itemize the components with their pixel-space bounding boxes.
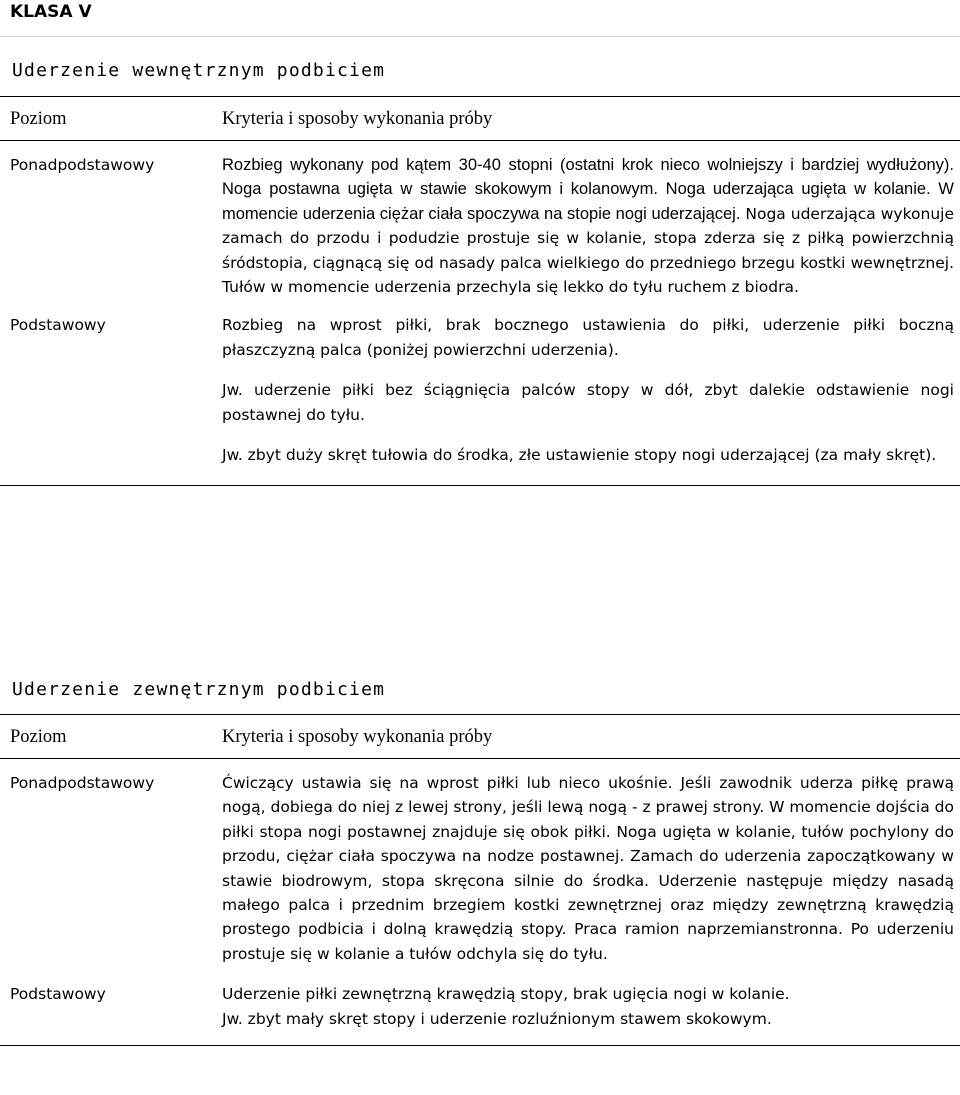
column-header-level: Poziom <box>10 726 67 747</box>
table-row <box>0 153 960 299</box>
section-title-outer-instep: Uderzenie zewnętrznym podbiciem <box>12 679 386 700</box>
criteria-cell <box>222 771 954 966</box>
page-title: KLASA V <box>10 2 92 22</box>
table-body <box>0 141 960 485</box>
column-header-criteria: Kryteria i sposoby wykonania próby <box>222 726 493 747</box>
header-divider <box>0 36 960 37</box>
criteria-text: Uderzenie piłki zewnętrzną krawędzią stopy, brak ugięcia nogi w kolanie. <box>222 985 790 1004</box>
table-row <box>0 771 960 966</box>
criteria-text: Rozbieg na wprost piłki, brak bocznego ustawienia do piłki, uderzenie piłki boczną płaszczyzną palca (poniżej powierzchni uderzenia). <box>222 316 954 359</box>
criteria-text: Rozbieg wykonany pod kątem 30-40 stopni (ostatni krok nieco wolniejszy i bardziej wydłużony). Noga postawna ugięta w stawie skokowym i kolanowym. Noga uderzająca ugięta w kolanie. W momencie uderzenia ciężar ciała spoczywa na stopie nogi uderzającej. <box>222 156 954 223</box>
section-title-inner-instep: Uderzenie wewnętrznym podbiciem <box>12 60 386 81</box>
criteria-table-inner-instep <box>0 96 960 486</box>
criteria-text: Ćwiczący ustawia się na wprost piłki lub nieco ukośnie. Jeśli zawodnik uderza piłkę prawą nogą, dobiega do niej z lewej strony, jeśli lewą nogą - z prawej strony. W momencie dojścia do piłki stopa nogi postawnej znajduje się obok piłki. Noga ugięta w kolanie, tułów pochylony do przodu, ciężar ciała spoczywa na nodze postawnej. Zamach do uderzenia zapoczątkowany w stawie biodrowym, stopa skręcona silnie do środka. Uderzenie następuje między nasadą małego palca i przednim brzegiem kostki zewnętrznej oraz między zewnętrzną krawędzią prostego podbicia i dolną krawędzią stopy. Praca ramion naprzemianstronna. Po uderzeniu prostuje się w kolanie a tułów odchyla się do tyłu. <box>222 774 954 963</box>
criteria-cell <box>222 153 954 299</box>
table-header-row <box>0 715 960 759</box>
level-cell: Podstawowy <box>10 316 106 335</box>
criteria-cell <box>222 982 954 1031</box>
criteria-text: Jw. uderzenie piłki bez ściągnięcia palców stopy w dół, zbyt dalekie odstawienie nogi postawnej do tyłu. <box>222 381 954 424</box>
criteria-text: Jw. zbyt duży skręt tułowia do środka, złe ustawienie stopy nogi uderzającej (za mały skręt). <box>222 446 937 465</box>
level-cell: Podstawowy <box>10 985 106 1004</box>
table-header-row <box>0 97 960 141</box>
table-row <box>0 982 960 1031</box>
criteria-table-outer-instep <box>0 714 960 1046</box>
table-body <box>0 759 960 1045</box>
document-header <box>0 0 960 40</box>
table-row <box>0 313 960 467</box>
criteria-text: Jw. zbyt mały skręt stopy i uderzenie rozluźnionym stawem skokowym. <box>222 1009 772 1028</box>
level-cell: Ponadpodstawowy <box>10 774 155 792</box>
criteria-cell <box>222 313 954 467</box>
column-header-level: Poziom <box>10 108 67 129</box>
level-cell: Ponadpodstawowy <box>10 156 155 174</box>
criteria-text: Noga uderzająca wykonuje zamach do przodu i podudzie prostuje się w kolanie, stopa zderza się z piłką powierzchnią śródstopia, ciągnącą się od nasady palca wielkiego do przedniego brzegu kostki wewnętrznej. Tułów w momencie uderzenia przechyla się lekko do tyłu ruchem z biodra. <box>222 204 954 297</box>
column-header-criteria: Kryteria i sposoby wykonania próby <box>222 108 493 129</box>
